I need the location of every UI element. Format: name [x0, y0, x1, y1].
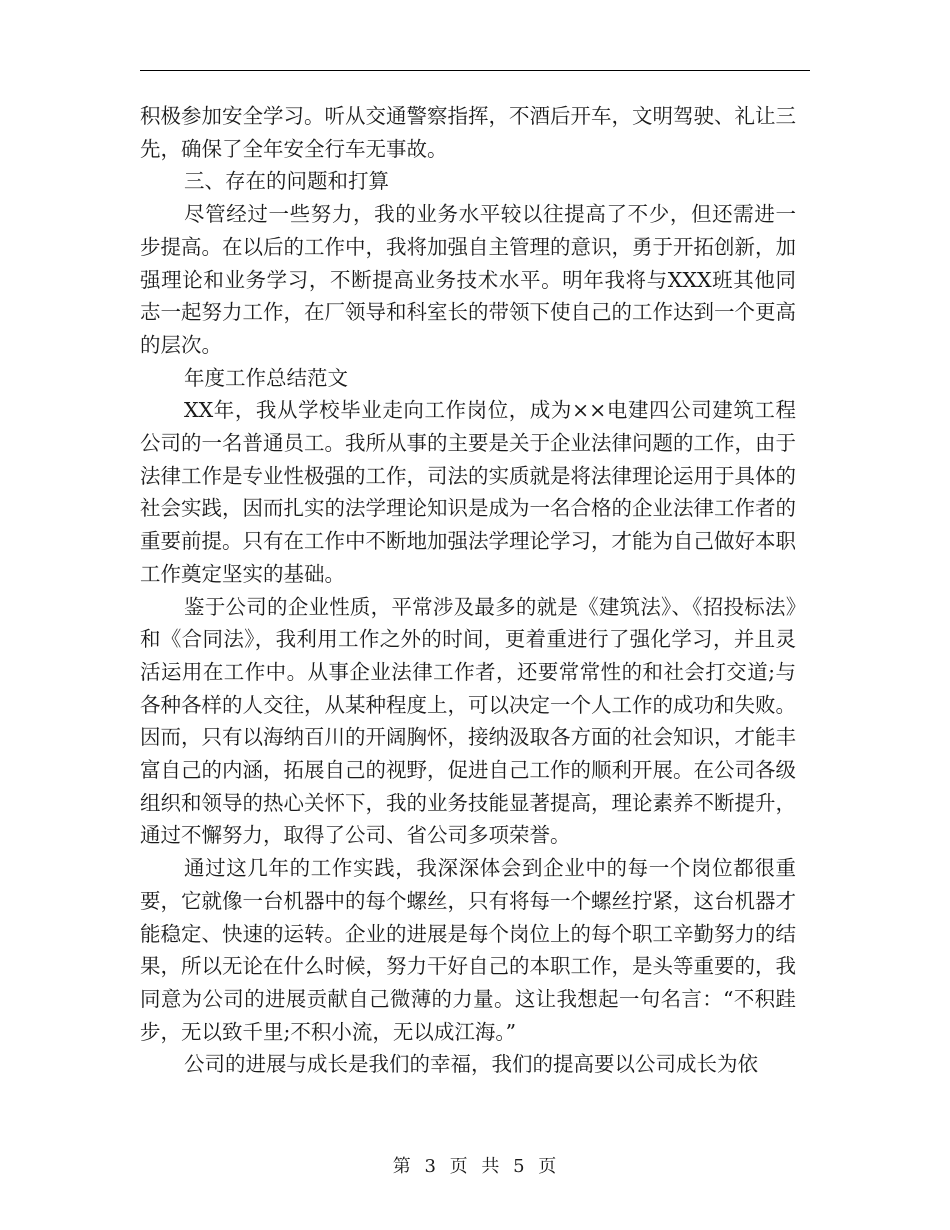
section-heading: 三、存在的问题和打算 [184, 169, 389, 194]
paragraph-6: 公司的进展与成长是我们的幸福，我们的提高要以公司成长为依 [184, 1052, 758, 1077]
document-title: 年度工作总结范文 [184, 365, 348, 390]
page-number-footer: 第 3 页 共 5 页 [392, 1156, 558, 1177]
paragraph-4: 鉴于公司的企业性质，平常涉及最多的就是《建筑法》、《招投标法》和《合同法》，我利用工作之外的时间，更着重进行了强化学习，并且灵活运用在工作中。从事企业法律工作者，还要常常性的和社会打交道;与各种各样的人交往，从某种程度上，可以决定一个人工作的成功和失败。因而，只有以海纳百川的开阔胸怀，接纳汲取各方面的社会知识，才能丰富自己的内涵，拓展自己的视野，促进自己工作的顺利开展。在公司各级组织和领导的热心关怀下，我的业务技能显著提高，理论素养不断提升，通过不懈努力，取得了公司、省公司多项荣誉。 [140, 594, 796, 848]
paragraph-1: 积极参加安全学习。听从交通警察指挥，不酒后开车，文明驾驶、礼让三先，确保了全年安全行车无事故。 [140, 104, 796, 161]
paragraph-3: XX年，我从学校毕业走向工作岗位，成为××电建四公司建筑工程公司的一名普通员工。我所从事的主要是关于企业法律问题的工作，由于法律工作是专业性极强的工作，司法的实质就是将法律理论运用于具体的社会实践，因而扎实的法学理论知识是成为一名合格的企业法律工作者的重要前提。只有在工作中不断地加强法学理论学习，才能为自己做好本职工作奠定坚实的基础。 [140, 398, 796, 586]
paragraph-2: 尽管经过一些努力，我的业务水平较以往提高了不少，但还需进一步提高。在以后的工作中，我将加强自主管理的意识，勇于开拓创新，加强理论和业务学习，不断提高业务技术水平。明年我将与XXX班其他同志一起努力工作，在厂领导和科室长的带领下使自己的工作达到一个更高的层次。 [140, 202, 796, 357]
paragraph-5: 通过这几年的工作实践，我深深体会到企业中的每一个岗位都很重要，它就像一台机器中的每个螺丝，只有将每一个螺丝拧紧，这台机器才能稳定、快速的运转。企业的进展是每个岗位上的每个职工辛勤努力的结果，所以无论在什么时候，努力干好自己的本职工作，是头等重要的，我同意为公司的进展贡献自己微薄的力量。这让我想起一句名言：“不积跬步，无以致千里;不积小流，无以成江海。” [140, 856, 796, 1044]
document-body [140, 100, 796, 1081]
header-rule [140, 70, 810, 71]
